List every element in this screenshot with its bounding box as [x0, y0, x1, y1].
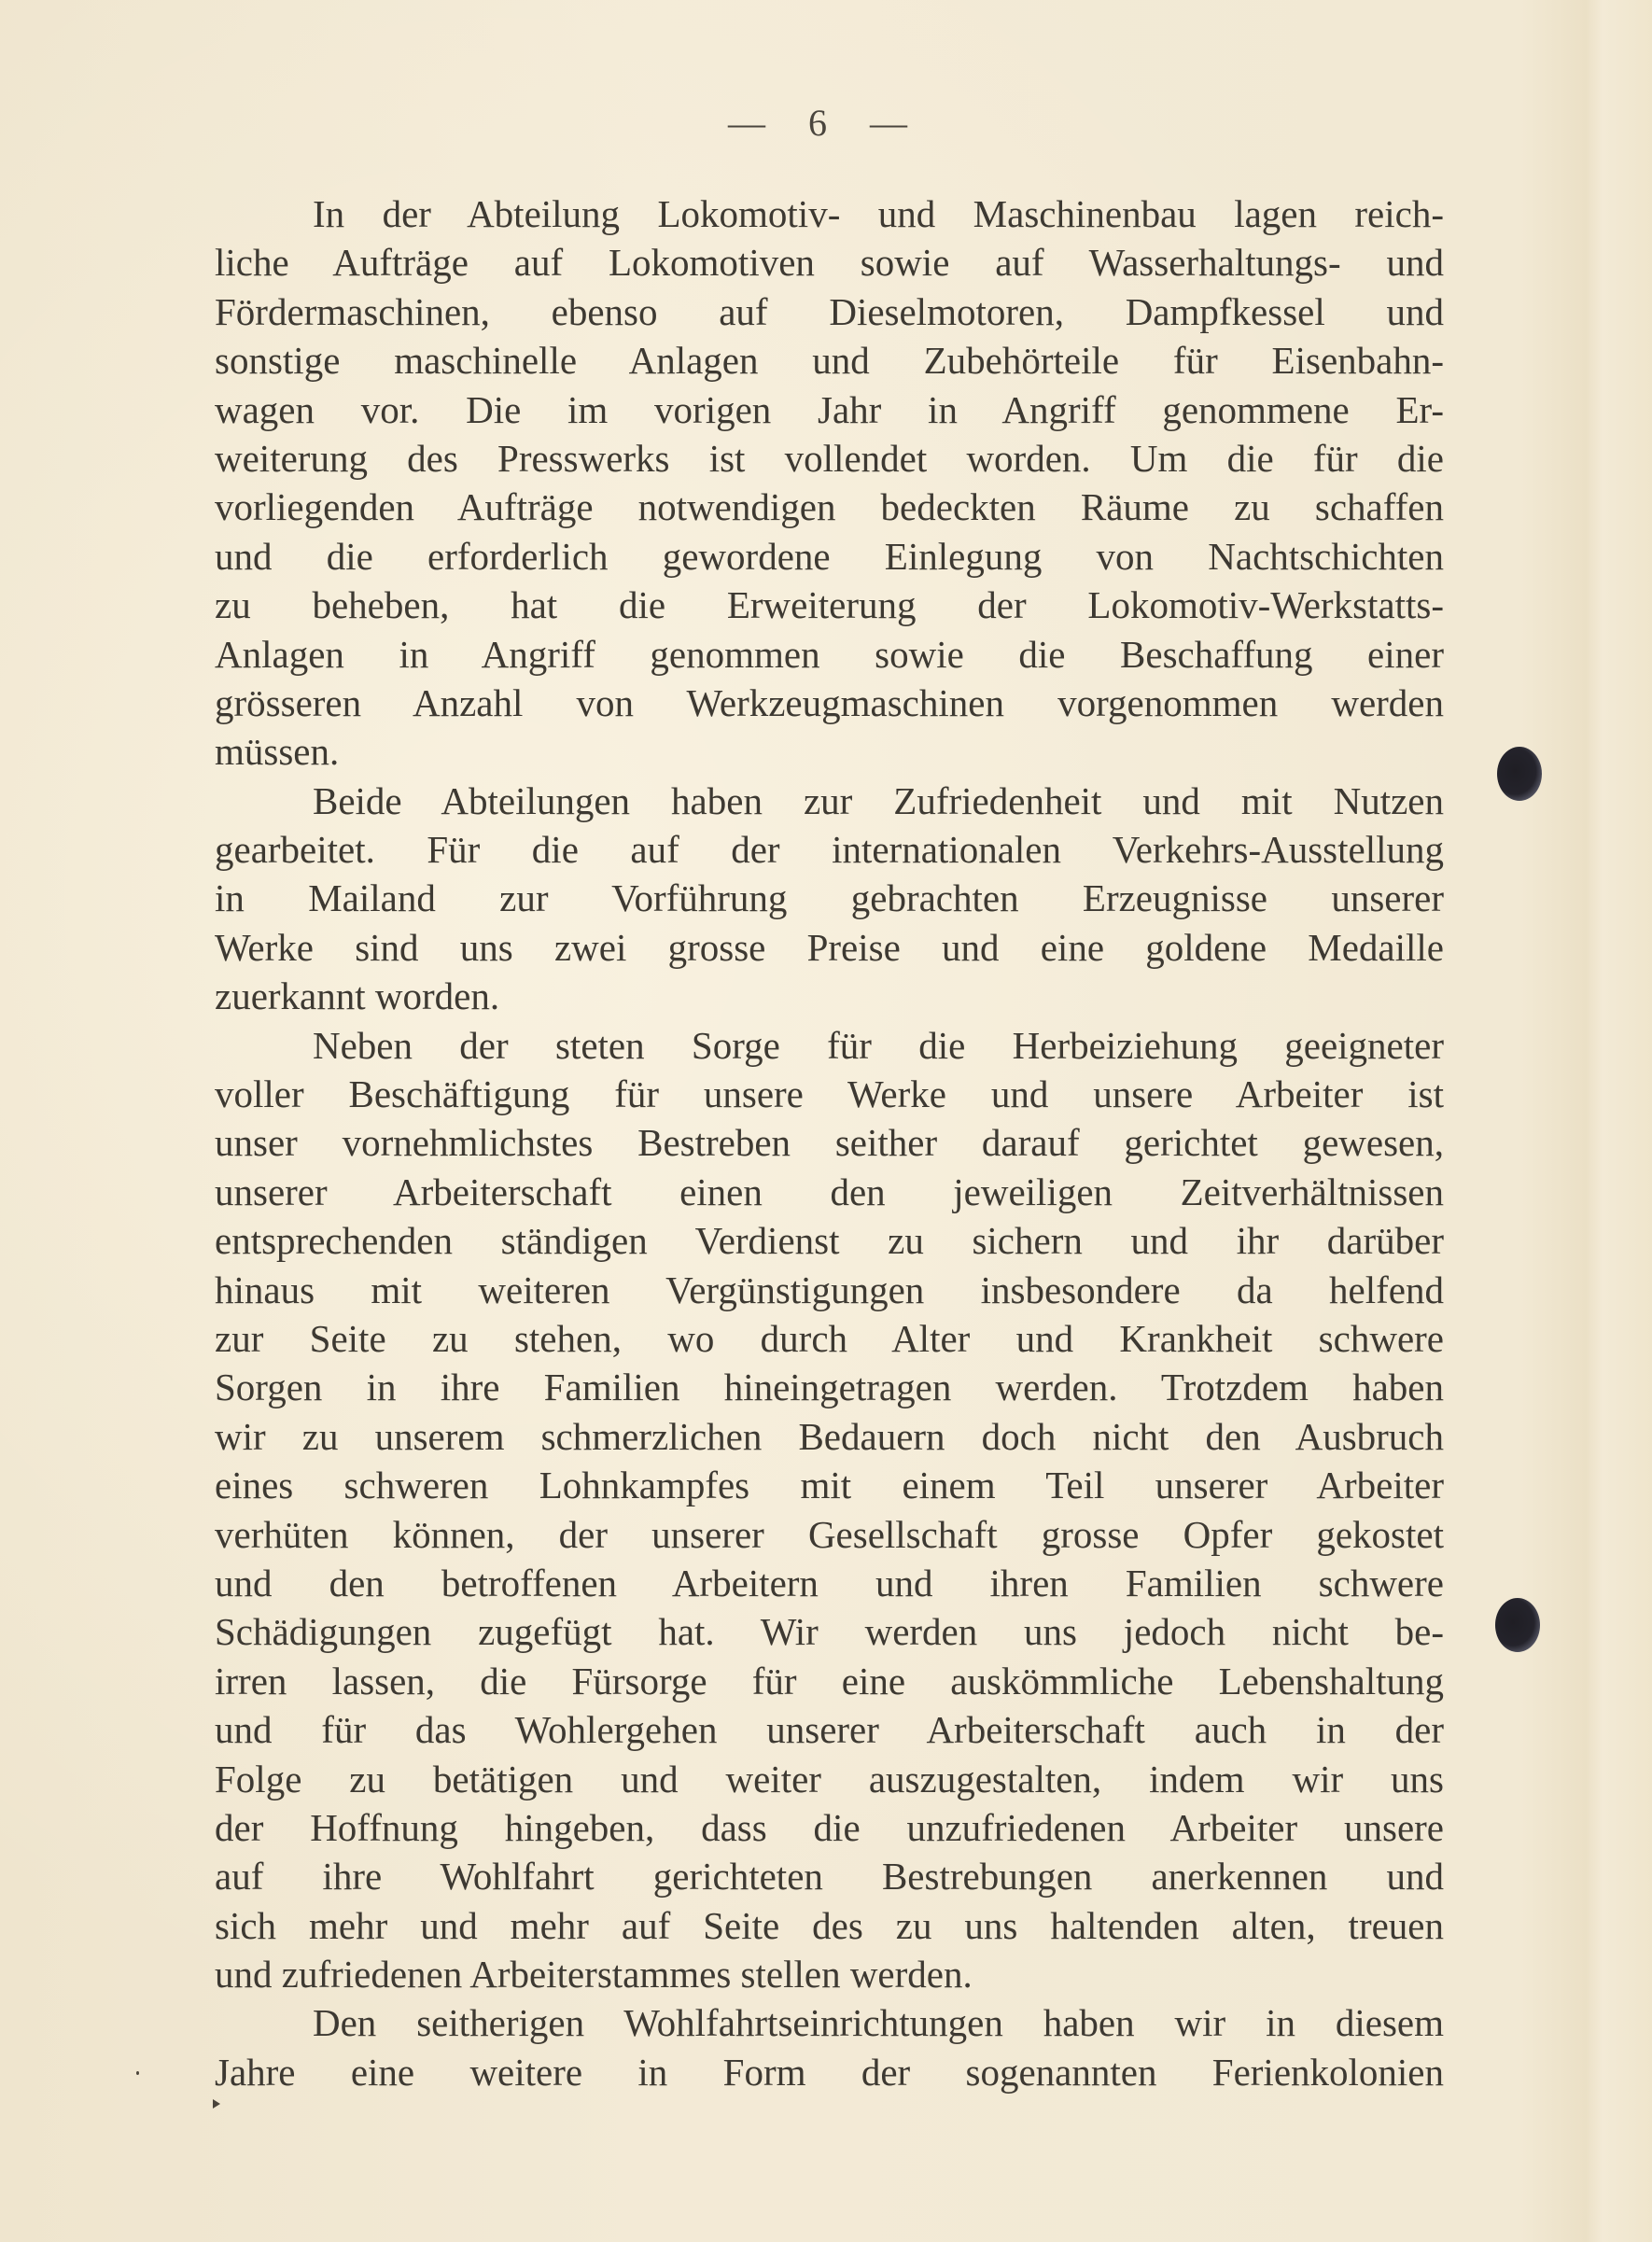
text-line: zu beheben, hat die Erweiterung der Lokomotiv-Werkstatts-: [215, 583, 1444, 627]
text-line: unserer Arbeiterschaft einen den jeweiligen Zeitverhältnissen: [215, 1170, 1444, 1213]
text-line: eines schweren Lohnkampfes mit einem Teil unserer Arbeiter: [215, 1464, 1444, 1507]
text-line: in Mailand zur Vorführung gebrachten Erzeugnisse unserer: [215, 876, 1444, 920]
text-line: Folge zu betätigen und weiter auszugestalten, indem wir uns: [215, 1757, 1444, 1801]
text-line: und den betroffenen Arbeitern und ihren Familien schwere: [215, 1561, 1444, 1604]
ink-speck: [136, 2071, 139, 2075]
text-line: sich mehr und mehr auf Seite des zu uns haltenden alten, treuen: [215, 1903, 1444, 1947]
text-line: zur Seite zu stehen, wo durch Alter und Krankheit schwere: [215, 1316, 1444, 1360]
text-line: Anlagen in Angriff genommen sowie die Beschaffung einer: [215, 632, 1444, 676]
text-line: und zufriedenen Arbeiterstammes stellen werden.: [215, 1953, 973, 1997]
text-line: grösseren Anzahl von Werkzeugmaschinen vorgenommen werden: [215, 680, 1444, 724]
text-line: und die erforderlich gewordene Einlegung von Nachtschichten: [215, 534, 1444, 578]
text-line: wagen vor. Die im vorigen Jahr in Angriff genommene Er-: [215, 387, 1444, 431]
text-line: Den seitherigen Wohlfahrtseinrichtungen haben wir in diesem: [313, 2001, 1444, 2045]
paragraph: [215, 777, 1444, 1021]
text-line: Sorgen in ihre Familien hineingetragen werden. Trotzdem haben: [215, 1366, 1444, 1409]
text-line: irren lassen, die Fürsorge für eine auskömmliche Lebenshaltung: [215, 1659, 1444, 1703]
paragraph: [215, 189, 1444, 777]
punch-hole: [1495, 1598, 1540, 1652]
text-line: Schädigungen zugefügt hat. Wir werden uns jedoch nicht be-: [215, 1610, 1444, 1654]
text-line: Werke sind uns zwei grosse Preise und eine goldene Medaille: [215, 925, 1444, 969]
text-line: der Hoffnung hingeben, dass die unzufriedenen Arbeiter unsere: [215, 1805, 1444, 1849]
text-line: In der Abteilung Lokomotiv- und Maschinenbau lagen reich-: [313, 192, 1444, 235]
text-line: unser vornehmlichstes Bestreben seither darauf gerichtet gewesen,: [215, 1121, 1444, 1165]
text-line: Fördermaschinen, ebenso auf Dieselmotoren, Dampfkessel und: [215, 289, 1444, 333]
text-line: auf ihre Wohlfahrt gerichteten Bestrebungen anerkennen und: [215, 1855, 1444, 1899]
text-line: hinaus mit weiteren Vergünstigungen insbesondere da helfend: [215, 1268, 1444, 1311]
text-line: verhüten können, der unserer Gesellschaft grosse Opfer gekostet: [215, 1512, 1444, 1556]
text-line: Jahre eine weitere in Form der sogenannten Ferienkolonien: [215, 2050, 1444, 2094]
text-line: zuerkannt worden.: [215, 974, 500, 1018]
page-number: — 6 —: [728, 102, 924, 144]
text-line: müssen.: [215, 730, 340, 774]
text-line: weiterung des Presswerks ist vollendet worden. Um die für die: [215, 436, 1444, 480]
body-text: [215, 189, 1444, 2096]
text-line: voller Beschäftigung für unsere Werke und unsere Arbeiter ist: [215, 1072, 1444, 1116]
text-line: Neben der steten Sorge für die Herbeiziehung geeigneter: [313, 1023, 1444, 1067]
punch-hole: [1497, 747, 1542, 801]
paragraph: [215, 1998, 1444, 2096]
text-line: wir zu unserem schmerzlichen Bedauern doch nicht den Ausbruch: [215, 1414, 1444, 1458]
text-line: vorliegenden Aufträge notwendigen bedeckten Räume zu schaffen: [215, 485, 1444, 529]
text-line: Beide Abteilungen haben zur Zufriedenheit und mit Nutzen: [313, 778, 1444, 822]
text-line: liche Aufträge auf Lokomotiven sowie auf Wasserhaltungs- und: [215, 241, 1444, 285]
ink-speck: [213, 2099, 220, 2109]
text-line: und für das Wohlergehen unserer Arbeiterschaft auch in der: [215, 1708, 1444, 1752]
text-line: entsprechenden ständigen Verdienst zu sichern und ihr darüber: [215, 1219, 1444, 1263]
text-line: sonstige maschinelle Anlagen und Zubehörteile für Eisenbahn-: [215, 339, 1444, 383]
paragraph: [215, 1021, 1444, 1999]
text-line: gearbeitet. Für die auf der internationalen Verkehrs-Ausstellung: [215, 828, 1444, 872]
